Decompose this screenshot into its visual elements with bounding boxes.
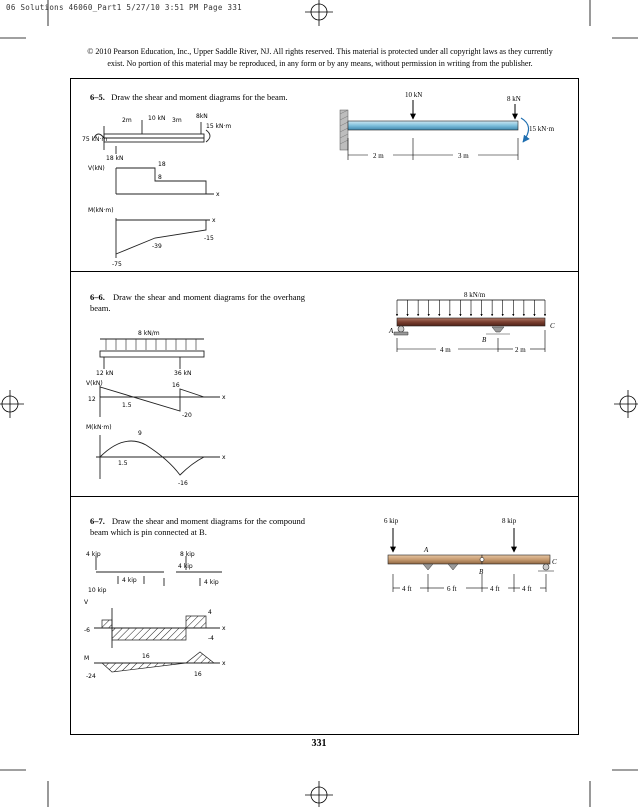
point-c-label: C xyxy=(552,558,557,566)
sketch-label: 10 kip xyxy=(88,587,107,594)
problem-number: 6–7. xyxy=(90,516,105,526)
sketch-label: 4 kip xyxy=(178,563,193,570)
problem-6-7-figure xyxy=(378,512,568,600)
sketch-value: 18 xyxy=(158,161,166,168)
problem-6-5-statement xyxy=(90,92,320,103)
sketch-label: 4 kip xyxy=(204,579,219,586)
beam xyxy=(397,318,545,326)
sketch-value: 16 xyxy=(142,653,150,660)
dim-label-1: 4 m xyxy=(440,346,451,354)
sketch-value: 16 xyxy=(194,671,202,678)
distributed-load-arrows xyxy=(397,300,545,316)
m-axis-label: M(kN·m) xyxy=(86,424,112,431)
copyright-notice xyxy=(60,46,580,70)
load-label-1: 10 kN xyxy=(405,91,423,99)
sketch-value: 9 xyxy=(138,430,142,437)
point-a-label: A xyxy=(389,327,394,335)
problem-6-7-statement xyxy=(90,516,305,538)
sketch-value: 4 xyxy=(208,609,212,616)
point-a-label: A xyxy=(424,546,429,554)
sketch-label: 18 kN xyxy=(106,155,124,162)
problem-text: Draw the shear and moment diagrams for the compound beam which is pin connected at B. xyxy=(90,516,306,537)
page-header: 06 Solutions 46060_Part1 5/27/10 3:51 PM Page 331 xyxy=(6,3,242,12)
roller-support-b xyxy=(492,327,504,332)
point-c-label: C xyxy=(550,322,555,330)
dim-label-2: 2 m xyxy=(515,346,526,354)
sketch-label: 15 kN·m xyxy=(206,123,232,130)
load-label-2: 8 kip xyxy=(502,517,517,525)
sketch-value: 8 xyxy=(158,174,162,181)
x-label: x xyxy=(222,394,226,401)
x-label: x xyxy=(222,660,226,667)
dim-label: 6 ft xyxy=(447,585,457,593)
problem-6-5-figure xyxy=(335,88,565,168)
page-number: 331 xyxy=(311,738,327,749)
point-b-label: B xyxy=(482,336,487,344)
moment-area xyxy=(102,663,186,672)
sketch-label: 10 kN xyxy=(148,115,166,122)
sketch-value: -75 xyxy=(112,261,122,268)
divider xyxy=(70,271,579,272)
sketch-label: 8 kN/m xyxy=(138,330,160,337)
dim-label: 4 ft xyxy=(490,585,500,593)
sketch-load-arrows xyxy=(106,339,196,350)
sketch-value: -6 xyxy=(84,627,90,634)
problem-number: 6–5. xyxy=(90,92,105,102)
problem-6-6-statement xyxy=(90,292,305,314)
sketch-label: 75 kN·m xyxy=(82,136,108,143)
problem-text: Draw the shear and moment diagrams for the overhang beam. xyxy=(90,292,305,313)
shear-area xyxy=(102,620,112,628)
load-label-2: 8 kN xyxy=(507,95,521,103)
sketch-value: -24 xyxy=(86,673,96,680)
load-label-1: 6 kip xyxy=(384,517,399,525)
sketch-value: -15 xyxy=(204,235,214,242)
sketch-value: -39 xyxy=(152,243,162,250)
sketch-label: 8 kip xyxy=(180,551,195,558)
sketch-label: 2m xyxy=(122,117,132,124)
v-axis-label: V xyxy=(84,599,89,606)
sketch-value: 1.5 xyxy=(118,460,128,467)
copyright-line-2: exist. No portion of this material may be reproduced, in any form or by any means, without permission in writing from the publisher. xyxy=(107,59,533,68)
v-axis-label: V(kN) xyxy=(86,380,103,387)
problem-6-7-sketch xyxy=(82,548,242,698)
x-label: x xyxy=(216,191,220,198)
dim-label: 4 ft xyxy=(522,585,532,593)
sketch-value: -16 xyxy=(178,480,188,487)
sketch-value: -4 xyxy=(208,635,214,642)
dim-label-1: 2 m xyxy=(373,152,384,160)
sketch-label: 12 kN xyxy=(96,370,114,377)
problem-6-5-sketch xyxy=(82,108,242,268)
sketch-label: 4 kip xyxy=(122,577,137,584)
x-label: x xyxy=(222,625,226,632)
sketch-label: 36 kN xyxy=(174,370,192,377)
divider xyxy=(70,496,579,497)
problem-6-6-sketch xyxy=(82,325,242,491)
problem-text: Draw the shear and moment diagrams for the beam. xyxy=(111,92,288,102)
support-a-2 xyxy=(448,564,458,570)
dim-label: 4 ft xyxy=(402,585,412,593)
moment-arrow xyxy=(521,118,529,142)
sketch-label: 8kN xyxy=(196,113,208,120)
support-c xyxy=(543,564,549,570)
pin-support-a xyxy=(398,326,404,332)
v-axis-label: V(kN) xyxy=(88,165,105,172)
m-axis-label: M xyxy=(84,655,90,662)
sketch-label: 3m xyxy=(172,117,182,124)
moment-label: 15 kN·m xyxy=(529,125,555,133)
support-a-1 xyxy=(423,564,433,570)
shear-area xyxy=(186,616,206,628)
load-label: 8 kN/m xyxy=(464,291,486,299)
shear-area xyxy=(112,628,186,640)
m-axis-label: M(kN·m) xyxy=(88,207,114,214)
copyright-line-1: © 2010 Pearson Education, Inc., Upper Saddle River, NJ. All rights reserved. This material is protected under all copyright laws as they currently xyxy=(87,47,553,56)
x-label: x xyxy=(222,454,226,461)
sketch-value: -20 xyxy=(182,412,192,419)
sketch-value: 12 xyxy=(88,396,96,403)
beam-right xyxy=(482,555,550,564)
sketch-value: 1.5 xyxy=(122,402,132,409)
dim-label-2: 3 m xyxy=(458,152,469,160)
problem-6-6-figure xyxy=(378,286,568,358)
problem-number: 6–6. xyxy=(90,292,105,302)
x-label: x xyxy=(212,217,216,224)
beam-left xyxy=(388,555,482,564)
beam xyxy=(348,121,518,130)
pin-b xyxy=(480,558,484,562)
sketch-label: 4 kip xyxy=(86,551,101,558)
moment-area xyxy=(186,652,214,663)
point-b-label: B xyxy=(479,568,484,576)
sketch-value: 16 xyxy=(172,382,180,389)
